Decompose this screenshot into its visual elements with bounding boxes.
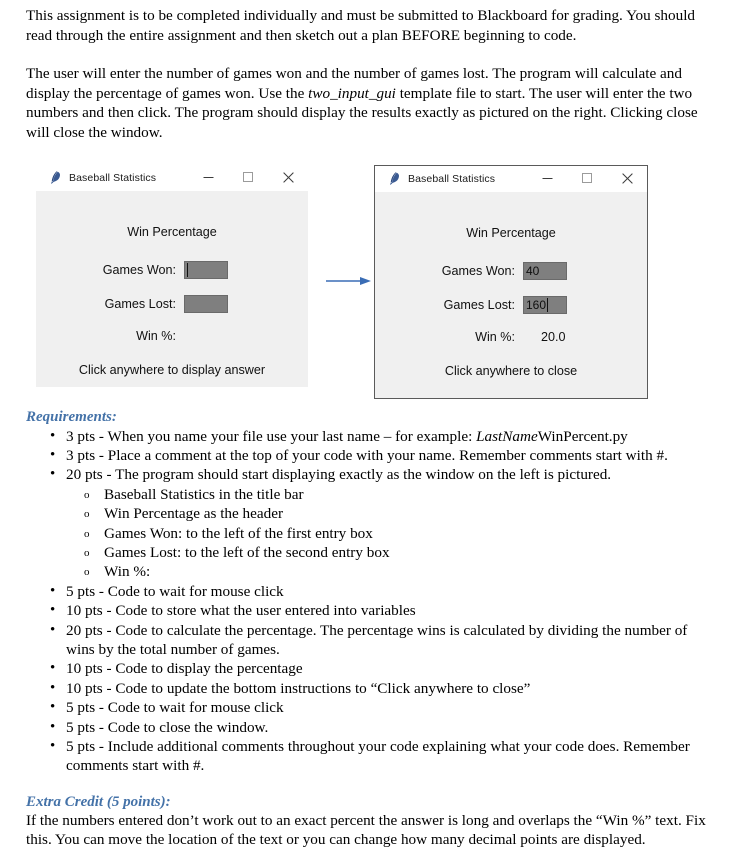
left-window-minimize-button[interactable] [188, 165, 228, 191]
minimize-icon [203, 172, 214, 183]
requirement-text-before: 3 pts - When you name your file use your last name – for example: [66, 427, 477, 445]
right-window-title: Baseball Statistics [408, 172, 496, 185]
right-window-instruction: Click anywhere to close [444, 363, 578, 378]
right-window-body [375, 192, 647, 398]
maximize-icon [582, 173, 593, 184]
requirement-sub-text: Win %: [104, 563, 151, 581]
requirement-item [26, 582, 714, 601]
sub-bullet-glyph: o [84, 547, 90, 559]
left-win-percent-label: Win %: [136, 328, 176, 343]
flow-arrow-right-icon [326, 275, 372, 287]
requirement-item [26, 427, 714, 446]
right-games-won-value: 40 [526, 263, 540, 278]
intro-section [26, 0, 714, 143]
requirement-sub-item [66, 543, 714, 562]
requirement-text: 5 pts - Code to close the window. [66, 718, 269, 736]
right-win-percent-label: Win %: [475, 329, 515, 344]
intro-paragraph-2-text-after: template file to start. The user will enter the two numbers and then click. The program should display the results exactly as pictured on the right. Clicking close will close the window. [26, 84, 698, 141]
maximize-icon [243, 172, 254, 183]
window-screenshots [26, 157, 714, 405]
requirement-text: 20 pts - The program should start displaying exactly as the window on the left is pictured. [66, 466, 612, 484]
requirements-section [26, 405, 714, 776]
left-games-won-entry[interactable] [184, 261, 228, 279]
close-icon [622, 173, 633, 184]
requirement-item [26, 446, 714, 465]
requirement-text: 5 pts - Code to wait for mouse click [66, 699, 284, 717]
requirement-item [26, 659, 714, 678]
bullet-glyph: • [50, 466, 56, 483]
right-window-titlebar [375, 166, 647, 192]
bullet-glyph: • [50, 427, 56, 444]
requirement-sub-text: Win Percentage as the header [104, 505, 284, 523]
right-games-won-row [375, 262, 647, 280]
requirement-item [26, 737, 714, 776]
text-caret [547, 298, 548, 312]
requirement-item [26, 621, 714, 660]
left-games-lost-row [36, 295, 308, 313]
extra-credit-body: If the numbers entered don’t work out to an exact percent the answer is long and overlaps the “Win %” text. Fix this. You can move the location of the text or you can change how many decimal points are displayed. [26, 811, 706, 849]
requirements-list [26, 427, 714, 776]
intro-paragraph-1 [26, 6, 714, 45]
requirement-italic-lastname: LastName [476, 427, 538, 445]
requirement-sub-item [66, 562, 714, 581]
sub-bullet-glyph: o [84, 508, 90, 521]
requirement-text-after: WinPercent.py [537, 427, 628, 445]
requirement-text: 10 pts - Code to store what the user entered into variables [66, 602, 416, 620]
requirement-text: 5 pts - Include additional comments throughout your code explaining what your code does. Remember comments start with #. [66, 738, 690, 775]
requirements-heading: Requirements: [26, 408, 117, 425]
right-games-lost-row [375, 296, 647, 314]
requirement-text: 10 pts - Code to display the percentage [66, 660, 303, 678]
requirement-sub-list [66, 485, 714, 582]
right-window-close-button[interactable] [607, 166, 647, 192]
right-window-maximize-button[interactable] [567, 166, 607, 192]
bullet-glyph: • [50, 679, 56, 696]
requirement-sub-text: Baseball Statistics in the title bar [104, 485, 304, 503]
extra-credit-section [26, 790, 714, 850]
baseball-statistics-window-initial [36, 165, 308, 387]
template-file-name: two_input_gui [308, 84, 396, 102]
left-window-maximize-button[interactable] [228, 165, 268, 191]
intro-paragraph-1-text: This assignment is to be completed individually and must be submitted to Blackboard for grading. You should read through the entire assignment and then sketch out a plan BEFORE beginning to code. [26, 7, 696, 44]
right-win-percent-value: 20.0 [541, 329, 566, 344]
requirement-text: 10 pts - Code to update the bottom instructions to “Click anywhere to close” [66, 679, 531, 697]
left-window-title: Baseball Statistics [69, 171, 157, 184]
bullet-glyph: • [50, 718, 56, 735]
right-games-lost-value: 160 [526, 297, 547, 312]
requirement-item [26, 465, 714, 581]
right-games-won-label: Games Won: [441, 263, 515, 278]
sub-bullet-glyph: o [84, 527, 90, 540]
left-games-won-row [36, 261, 308, 279]
text-caret [187, 263, 188, 277]
intro-paragraph-2 [26, 64, 714, 142]
intro-paragraph-2-text-before: The user will enter the number of games won and the number of games lost. The program will calculate and display the percentage of games won. Use the [26, 65, 682, 102]
sub-bullet-glyph: o [84, 566, 90, 579]
left-games-won-label: Games Won: [102, 262, 176, 277]
requirement-text: 20 pts - Code to calculate the percentage. The percentage wins is calculated by dividing the number of wins by the total number of games. [66, 621, 688, 659]
left-window-body [36, 191, 308, 387]
minimize-icon [542, 173, 553, 184]
requirement-item [26, 718, 714, 737]
left-win-percent-row [36, 329, 308, 343]
requirement-sub-text: Games Lost: to the left of the second entry box [104, 544, 390, 561]
left-games-lost-label: Games Lost: [104, 296, 176, 311]
requirement-item [26, 679, 714, 698]
left-window-instruction: Click anywhere to display answer [78, 362, 266, 377]
bullet-glyph: • [50, 446, 56, 463]
right-games-won-entry[interactable] [523, 262, 567, 280]
left-window-close-button[interactable] [268, 165, 308, 191]
extra-credit-heading: Extra Credit (5 points): [26, 793, 171, 810]
sub-bullet-glyph: o [84, 488, 90, 501]
close-icon [283, 172, 294, 183]
right-games-lost-entry[interactable] [523, 296, 567, 314]
bullet-glyph: • [50, 621, 56, 638]
requirement-sub-item [66, 504, 714, 523]
feather-quill-icon [385, 171, 401, 187]
right-window-minimize-button[interactable] [527, 166, 567, 192]
bullet-glyph: • [50, 660, 56, 677]
right-win-percent-row [375, 330, 647, 344]
requirement-sub-item [66, 485, 714, 504]
bullet-glyph: • [50, 738, 56, 755]
requirement-item [26, 601, 714, 620]
left-window-titlebar [36, 165, 308, 191]
baseball-statistics-window-result [374, 165, 648, 399]
right-window-header-label: Win Percentage [466, 225, 556, 240]
left-window-controls [188, 165, 308, 191]
requirement-sub-text: Games Won: to the left of the first entry box [104, 524, 373, 542]
requirement-item [26, 698, 714, 717]
left-window-header-label: Win Percentage [127, 224, 217, 239]
right-window-controls [527, 166, 647, 192]
bullet-glyph: • [50, 602, 56, 619]
left-games-lost-entry[interactable] [184, 295, 228, 313]
requirement-sub-item [66, 524, 714, 543]
requirement-text: 5 pts - Code to wait for mouse click [66, 582, 284, 600]
right-games-lost-label: Games Lost: [443, 297, 515, 312]
requirement-text: 3 pts - Place a comment at the top of your code with your name. Remember comments start with #. [66, 446, 668, 464]
feather-quill-icon [46, 170, 62, 186]
bullet-glyph: • [50, 699, 56, 716]
bullet-glyph: • [50, 582, 56, 599]
